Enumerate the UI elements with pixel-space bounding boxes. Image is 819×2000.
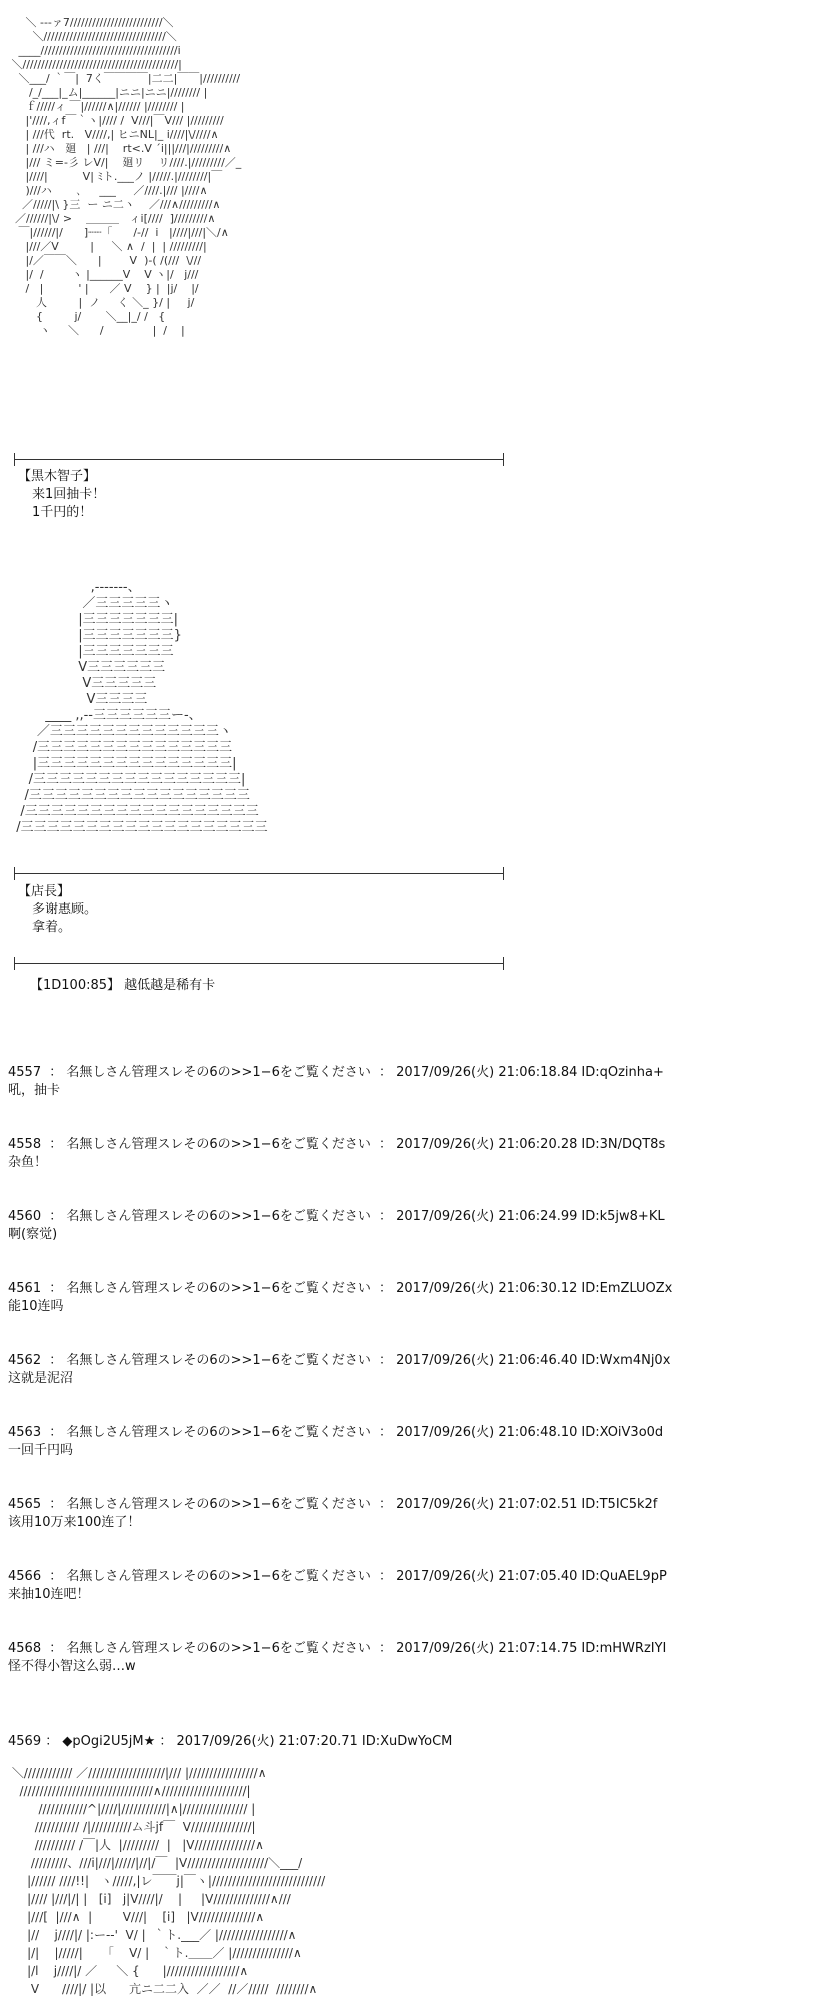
post-id: ID:mHWRzIYI (581, 1641, 667, 1656)
post-number: 4566 (8, 1569, 42, 1584)
separator-line (14, 963, 504, 964)
post-date: 2017/09/26(火) 21:06:20.28 (396, 1137, 578, 1152)
speaker-name: 【店長】 (18, 884, 71, 899)
post-author: 名無しさん管理スレその6の>>1−6をご覧ください (66, 1137, 371, 1152)
post-number: 4562 (8, 1353, 42, 1368)
dialogue-block-shopkeeper (18, 883, 97, 937)
post-date: 2017/09/26(火) 21:06:46.40 (396, 1353, 578, 1368)
post-number: 4560 (8, 1209, 42, 1224)
separator-line (14, 873, 504, 874)
post (8, 1280, 676, 1316)
post-id: ID:XOiV3o0d (581, 1425, 664, 1440)
post-author: 名無しさん管理スレその6の>>1−6をご覧ください (66, 1497, 371, 1512)
post-header: 4562 ： 名無しさん管理スレその6の>>1−6をご覧ください ： 2017/09/26(火) 21:06:46.40 ID:Wxm4Nj0x (8, 1353, 671, 1368)
ascii-art-bottom: ＼//////////// ／///////////////////|/// |/////////////////∧ /////////////////////////////////∧/////////////////////| ////////////^|////|///////////|∧|//////////////// | /////////// /|//////////ム斗jf￣ V///////////////| ////////// /￣|人 |///////// | |V///////////////∧ /////////、///i|///|/////|//|/￣ |V////////////////////＼___/ |////// ////!!| ヽ/////,|レ￣￣j|￣ヽ|//////////////////////////// |//// |///|/| | [i] j|V////|/ | |V//////////////∧/// |///[ |///∧ | V///| [i] |V//////////////∧ |// j////|/ |:ー-‐' V/ | ｀ト.___／ |/////////////////∧ |/| |/////| 「 V/ | ｀ト.＿＿／ |///////////////∧ |/l j////|/ ／ ＼ { |//////////////////∧ V ////|/ |以 亢ニ二二入 ／／ //／///// ////////∧ (11, 1766, 326, 1996)
post (8, 1064, 668, 1100)
post-date: 2017/09/26(火) 21:06:18.84 (396, 1065, 578, 1080)
post (8, 1568, 671, 1604)
post-number: 4569 (8, 1734, 42, 1749)
dialogue-block-tomoko (18, 468, 105, 522)
post-body: 这就是泥沼 (8, 1371, 74, 1386)
post-id: ID:k5jw8+KL (581, 1209, 665, 1224)
post (8, 1352, 674, 1388)
post-body: 该用10万来100连了！ (8, 1515, 141, 1530)
post-body: 吼，抽卡 (8, 1083, 61, 1098)
post-header: 4568 ： 名無しさん管理スレその6の>>1−6をご覧ください ： 2017/09/26(火) 21:07:14.75 ID:mHWRzIYI (8, 1641, 667, 1656)
post-header: 4565 ： 名無しさん管理スレその6の>>1−6をご覧ください ： 2017/09/26(火) 21:07:02.51 ID:T5IC5k2f (8, 1497, 658, 1512)
post-date: 2017/09/26(火) 21:06:24.99 (396, 1209, 578, 1224)
dialogue-line: 1千円的！ (32, 505, 93, 520)
post-body: 来抽10连吧！ (8, 1587, 90, 1602)
post-date: 2017/09/26(火) 21:06:30.12 (396, 1281, 578, 1296)
post-author: 名無しさん管理スレその6の>>1−6をご覧ください (66, 1425, 371, 1440)
post-id: ID:3N/DQT8s (581, 1137, 666, 1152)
post-id: ID:XuDwYoCM (361, 1734, 453, 1749)
post-date: 2017/09/26(火) 21:07:05.40 (396, 1569, 578, 1584)
post-date: 2017/09/26(火) 21:07:20.71 (176, 1734, 358, 1749)
post-author: 名無しさん管理スレその6の>>1−6をご覧ください (66, 1281, 371, 1296)
post-number: 4565 (8, 1497, 42, 1512)
ascii-art-shopkeeper: ,-‐‐‐‐‐‐、 ／三三三三三ヽ |三三三三三三三| |三三三三三三三} |三三三三三三三 V三三三三三三 V三三三三三 V三三三三 ____ ,,-‐三三三三三三ー-、 ／三三三三三三三三三三三三三ヽ /三三三三三三三三三三三三三三三 |三三三三三三三三三三三三三三三| /三三三三三三三三三三三三三三三三| /三三三三三三三三三三三三三三三三三 /三三三三三三三三三三三三三三三三三三 /三三三三三三三三三三三三三三三三三三三 (16, 580, 268, 835)
post-author: 名無しさん管理スレその6の>>1−6をご覧ください (66, 1065, 371, 1080)
post-header: 4560 ： 名無しさん管理スレその6の>>1−6をご覧ください ： 2017/09/26(火) 21:06:24.99 ID:k5jw8+KL (8, 1209, 665, 1224)
post-id: ID:qOzinha+ (581, 1065, 664, 1080)
post-id: ID:EmZLUOZx (581, 1281, 673, 1296)
post-number: 4563 (8, 1425, 42, 1440)
post-id: ID:T5IC5k2f (581, 1497, 658, 1512)
speaker-name: 【黒木智子】 (18, 469, 97, 484)
ascii-art-tomoko: ＼ ---ァ7/////////////////////////＼ ＼/////////////////////////////////＼ ____/////////////////////////////////////i ＼//////////////////////////////////////////| ＼___/ ｀￣| 7く￣￣￣￣|二二|￣￣|////////// /_/___|_ム|______|ニニ|ニニ|//////// | ｆ/////ィ ￣|//////∧|////// |//////// | |'////,ィf￣｀ヽ|//// / V///|￣V/// |///////// | ///代 rt. V////,| ヒニNL|_ i////|\/////∧ | ///ハ 廻 | ///| rt<.V ´i|||///|/////////∧ |/// ミ=-彡 レV/| 廻リ リ////.|/////////／_ |////| V| ﾐト.___ノ |/////.|////////|￣ )///ハ ､ ___ ／////.|/// |////∧ ／/////|\ }三 ー ニ二ヽ ／///∧/////////∧ ／//////|\/ > ＿＿＿ ィi[//// ]/////////∧ ￣|//////|/ ]┈┈「 /-// i |////|///|＼/∧ |///／V | ＼ ∧ / | | /////////| |/／￣￣＼ | V )-( /(/// \/// |/ / ヽ |______V V ヽ|/ j/// / | ' | ／ V } | |j/ |/ 人 | ノ く ＼_ }/ | j/ { j/ ＼__|_/ / { ヽ ＼ / | / | (11, 16, 242, 337)
post-author: 名無しさん管理スレその6の>>1−6をご覧ください (66, 1209, 371, 1224)
post-number: 4568 (8, 1641, 42, 1656)
post-date: 2017/09/26(火) 21:07:14.75 (396, 1641, 578, 1656)
post-author: 名無しさん管理スレその6の>>1−6をご覧ください (66, 1641, 371, 1656)
post-body: 怪不得小智这么弱…w (8, 1659, 136, 1674)
dialogue-line: 拿着。 (32, 920, 72, 935)
author-post-header: 4569 ： ◆pOgi2U5jM★ ： 2017/09/26(火) 21:07:20.71 ID:XuDwYoCM (8, 1734, 453, 1749)
separator-line (14, 459, 504, 460)
post-author: ◆pOgi2U5jM★ (62, 1734, 156, 1749)
post (8, 1424, 667, 1460)
dice-roll-result: 【1D100:85】 越低越是稀有卡 (30, 978, 216, 993)
dialogue-line: 来1回抽卡！ (32, 487, 106, 502)
post (8, 1208, 669, 1244)
post-header: 4558 ： 名無しさん管理スレその6の>>1−6をご覧ください ： 2017/09/26(火) 21:06:20.28 ID:3N/DQT8s (8, 1137, 666, 1152)
post-header: 4561 ： 名無しさん管理スレその6の>>1−6をご覧ください ： 2017/09/26(火) 21:06:30.12 ID:EmZLUOZx (8, 1281, 673, 1296)
post-author: 名無しさん管理スレその6の>>1−6をご覧ください (66, 1569, 371, 1584)
post-number: 4557 (8, 1065, 42, 1080)
post-body: 能10连吗 (8, 1299, 64, 1314)
post-body: 一回千円吗 (8, 1443, 74, 1458)
post-body: 杂鱼！ (8, 1155, 48, 1170)
post-body: 啊(察觉) (8, 1227, 58, 1242)
dialogue-line: 多谢惠顾。 (32, 902, 98, 917)
post-number: 4558 (8, 1137, 42, 1152)
post (8, 1136, 669, 1172)
post (8, 1640, 670, 1676)
post-header: 4566 ： 名無しさん管理スレその6の>>1−6をご覧ください ： 2017/09/26(火) 21:07:05.40 ID:QuAEL9pP (8, 1569, 667, 1584)
post-header: 4563 ： 名無しさん管理スレその6の>>1−6をご覧ください ： 2017/09/26(火) 21:06:48.10 ID:XOiV3o0d (8, 1425, 664, 1440)
post-date: 2017/09/26(火) 21:06:48.10 (396, 1425, 578, 1440)
post-number: 4561 (8, 1281, 42, 1296)
post-id: ID:Wxm4Nj0x (581, 1353, 671, 1368)
post (8, 1496, 661, 1532)
post-header: 4557 ： 名無しさん管理スレその6の>>1−6をご覧ください ： 2017/09/26(火) 21:06:18.84 ID:qOzinha+ (8, 1065, 664, 1080)
post-author: 名無しさん管理スレその6の>>1−6をご覧ください (66, 1353, 371, 1368)
post-date: 2017/09/26(火) 21:07:02.51 (396, 1497, 578, 1512)
post-id: ID:QuAEL9pP (581, 1569, 667, 1584)
